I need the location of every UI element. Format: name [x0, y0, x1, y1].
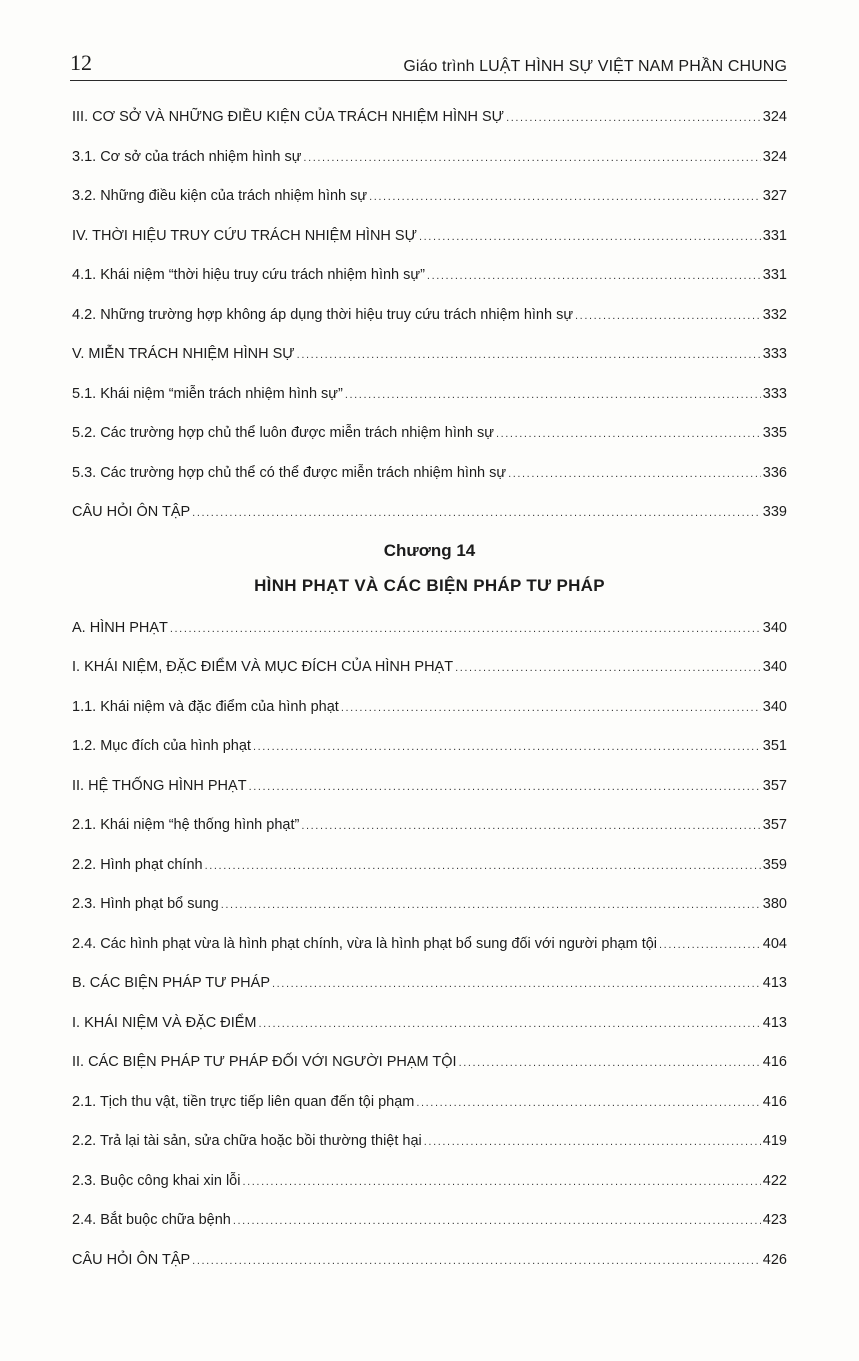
toc-entry: [72, 217, 787, 257]
toc-entry-page: 357: [762, 777, 787, 794]
dot-leader: [575, 297, 761, 337]
dot-leader: [659, 926, 761, 966]
dot-leader: [170, 610, 761, 650]
toc-entry: [72, 454, 787, 494]
toc-entry-page: 336: [762, 464, 787, 481]
dot-leader: [419, 218, 761, 258]
toc-entry-page: 416: [762, 1054, 787, 1070]
toc-entry: [72, 493, 787, 533]
toc-entry-page: 333: [762, 385, 787, 402]
toc-entry-page: 333: [762, 346, 787, 362]
toc-entry-page: 413: [762, 975, 787, 991]
toc-entry: [72, 727, 787, 767]
dot-leader: [427, 257, 761, 297]
toc-entry: [72, 177, 787, 217]
dot-leader: [303, 139, 760, 179]
toc-entry-page: 419: [762, 1133, 787, 1149]
dot-leader: [416, 1084, 760, 1124]
chapter-title: HÌNH PHẠT VÀ CÁC BIỆN PHÁP TƯ PHÁP: [254, 575, 605, 595]
toc-entry-label: 5.2. Các trường hợp chủ thể luôn được miễn trách nhiệm hình sự: [72, 425, 494, 441]
toc-entry-label: A. HÌNH PHẠT: [72, 619, 168, 636]
dot-leader: [272, 965, 761, 1005]
toc-entry-label: IV. THỜI HIỆU TRUY CỨU TRÁCH NHIỆM HÌNH SỰ: [72, 227, 417, 244]
toc-entry-label: 2.2. Hình phạt chính: [72, 856, 203, 873]
toc-entry-label: 2.3. Hình phạt bổ sung: [72, 896, 219, 912]
dot-leader: [249, 768, 761, 808]
toc-entry-page: 340: [762, 698, 787, 715]
dot-leader: [301, 807, 760, 847]
dot-leader: [205, 847, 761, 887]
dot-leader: [221, 886, 761, 926]
toc-entry-page: 340: [762, 619, 787, 636]
toc-entry: [72, 767, 787, 807]
toc-entry: [72, 806, 787, 846]
toc-entry: [72, 1004, 787, 1044]
toc-entry-label: 3.1. Cơ sở của trách nhiệm hình sự: [72, 148, 302, 165]
toc-entry: [72, 648, 787, 688]
toc-entry-label: III. CƠ SỞ VÀ NHỮNG ĐIỀU KIỆN CỦA TRÁCH NHIỆM HÌNH SỰ: [72, 109, 505, 125]
dot-leader: [253, 728, 761, 768]
toc-entry-page: 380: [762, 896, 787, 912]
toc-entry-page: 331: [762, 227, 787, 244]
toc-entry-label: 2.4. Bắt buộc chữa bệnh: [72, 1212, 231, 1228]
toc-entry-page: 426: [762, 1251, 787, 1268]
toc-entry-label: 2.2. Trả lại tài sản, sửa chữa hoặc bồi thường thiệt hại: [72, 1133, 422, 1149]
toc-entry: [72, 1083, 787, 1123]
toc-entry: [72, 1201, 787, 1241]
toc-entry-label: 2.1. Tịch thu vật, tiền trực tiếp liên quan đến tội phạm: [72, 1093, 415, 1110]
running-title: Giáo trình LUẬT HÌNH SỰ VIỆT NAM PHẦN CHUNG: [403, 58, 787, 75]
dot-leader: [297, 336, 761, 376]
dot-leader: [341, 689, 761, 729]
toc-entry-label: 4.2. Những trường hợp không áp dụng thời hiệu truy cứu trách nhiệm hình sự: [72, 306, 574, 323]
toc-entry-page: 422: [762, 1172, 787, 1189]
toc-entry-label: CÂU HỎI ÔN TẬP: [72, 504, 191, 520]
toc-entry-label: I. KHÁI NIỆM, ĐẶC ĐIỂM VÀ MỤC ĐÍCH CỦA HÌNH PHẠT: [72, 659, 454, 675]
dot-leader: [233, 1202, 761, 1242]
toc-entry-label: 1.1. Khái niệm và đặc điểm của hình phạt: [72, 698, 339, 715]
toc-entry: [72, 296, 787, 336]
toc-entry: [72, 138, 787, 178]
dot-leader: [455, 649, 761, 689]
dot-leader: [242, 1163, 760, 1203]
toc-entry: [72, 256, 787, 296]
toc-section-before: [72, 98, 787, 533]
page-header: [70, 44, 787, 81]
toc-entry: [72, 375, 787, 415]
dot-leader: [259, 1005, 761, 1045]
toc-entry-label: CÂU HỎI ÔN TẬP: [72, 1251, 191, 1268]
toc-entry-page: 351: [762, 738, 787, 754]
dot-leader: [369, 178, 761, 218]
toc-entry-label: 5.3. Các trường hợp chủ thể có thể được miễn trách nhiệm hình sự: [72, 464, 507, 481]
dot-leader: [508, 455, 761, 495]
toc-entry-label: II. CÁC BIỆN PHÁP TƯ PHÁP ĐỐI VỚI NGƯỜI PHẠM TỘI: [72, 1054, 457, 1070]
toc-entry-page: 335: [762, 425, 787, 441]
toc-entry-page: 324: [762, 109, 787, 125]
toc-entry-page: 332: [762, 306, 787, 323]
page-number: 12: [70, 50, 92, 75]
toc-entry-label: 1.2. Mục đích của hình phạt: [72, 738, 251, 754]
toc-entry-label: B. CÁC BIỆN PHÁP TƯ PHÁP: [72, 975, 270, 991]
toc-entry: [72, 1043, 787, 1083]
toc-entry-page: 413: [762, 1014, 787, 1031]
toc-entry-label: 2.1. Khái niệm “hệ thống hình phạt”: [72, 817, 300, 833]
toc-entry-label: 3.2. Những điều kiện của trách nhiệm hình sự: [72, 188, 368, 204]
toc-entry-label: 4.1. Khái niệm “thời hiệu truy cứu trách nhiệm hình sự”: [72, 267, 425, 283]
toc-entry-label: 2.3. Buộc công khai xin lỗi: [72, 1172, 241, 1189]
toc-entry-page: 423: [762, 1212, 787, 1228]
toc-entry-page: 340: [762, 659, 787, 675]
chapter-number: Chương 14: [383, 540, 476, 560]
toc-entry: [72, 925, 787, 965]
toc-entry-page: 324: [762, 148, 787, 165]
toc-entry-label: 2.4. Các hình phạt vừa là hình phạt chính, vừa là hình phạt bổ sung đối với người phạm tội: [72, 935, 658, 952]
dot-leader: [496, 415, 761, 455]
toc-entry-page: 359: [762, 856, 787, 873]
toc-entry: [72, 1241, 787, 1281]
toc-entry-page: 404: [762, 935, 787, 952]
toc-entry: [72, 964, 787, 1004]
toc-entry: [72, 98, 787, 138]
toc-entry-page: 327: [762, 188, 787, 204]
toc-entry: [72, 1162, 787, 1202]
toc-entry-label: 5.1. Khái niệm “miễn trách nhiệm hình sự”: [72, 385, 343, 402]
dot-leader: [192, 494, 761, 534]
toc-entry-label: I. KHÁI NIỆM VÀ ĐẶC ĐIỂM: [72, 1014, 257, 1031]
toc-entry-label: V. MIỄN TRÁCH NHIỆM HÌNH SỰ: [72, 346, 295, 362]
toc-entry: [72, 688, 787, 728]
toc-entry-page: 331: [762, 267, 787, 283]
toc-entry: [72, 885, 787, 925]
toc-entry: [72, 414, 787, 454]
toc-entry-page: 339: [762, 504, 787, 520]
toc-entry-page: 416: [762, 1093, 787, 1110]
dot-leader: [506, 99, 761, 139]
dot-leader: [424, 1123, 761, 1163]
table-of-contents: [72, 98, 787, 1280]
toc-entry: [72, 609, 787, 649]
toc-entry-page: 357: [762, 817, 787, 833]
toc-entry: [72, 335, 787, 375]
dot-leader: [192, 1242, 761, 1282]
dot-leader: [459, 1044, 761, 1084]
toc-entry: [72, 1122, 787, 1162]
toc-entry-label: II. HỆ THỐNG HÌNH PHẠT: [72, 777, 247, 794]
toc-entry: [72, 846, 787, 886]
dot-leader: [345, 376, 761, 416]
toc-section-after: [72, 609, 787, 1281]
